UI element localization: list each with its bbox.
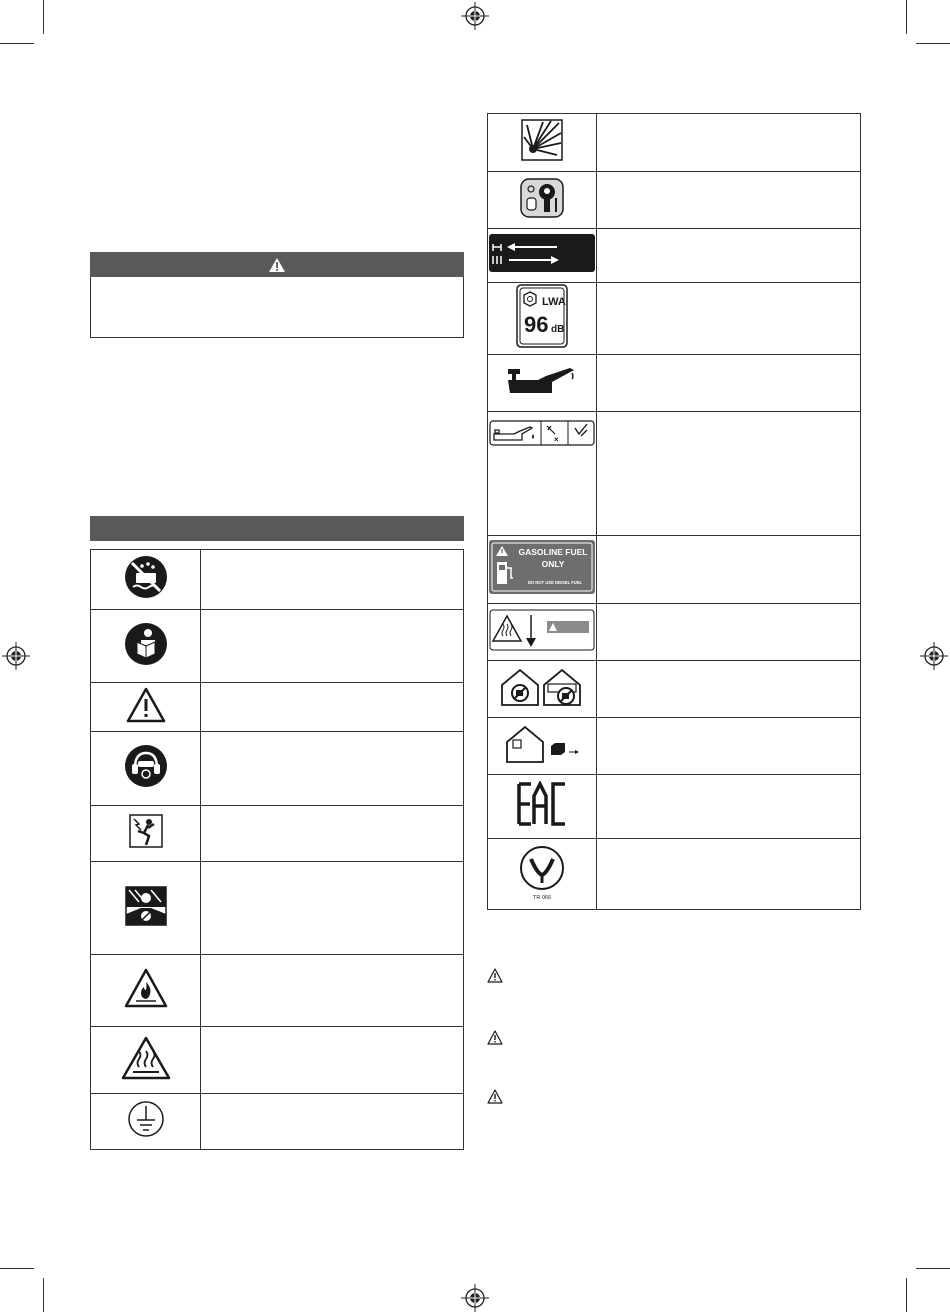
symbol-description: [597, 355, 861, 412]
symbol-cell: [488, 114, 597, 172]
symbol-cell: [91, 1027, 201, 1094]
warning-triangle-icon: [268, 257, 286, 273]
symbol-description: [201, 683, 464, 732]
table-row: [91, 1094, 464, 1150]
symbol-cell: [488, 355, 597, 412]
symbol-cell: [488, 412, 597, 536]
ground-terminal-icon: [126, 1099, 166, 1139]
ukrainian-conformity-icon: [517, 843, 567, 901]
explosion-hazard-icon: [521, 119, 563, 161]
crop-mark: [916, 1268, 950, 1269]
fuel-label-line3: DO NOT USE DIESEL FUEL: [527, 580, 583, 585]
symbol-cell: [488, 172, 597, 229]
tr-code: TR 066: [532, 894, 552, 901]
table-row: [91, 806, 464, 862]
symbol-description: [597, 172, 861, 229]
symbol-description: [597, 114, 861, 172]
symbol-cell: [488, 604, 597, 661]
table-row: [488, 661, 861, 718]
symbol-description: [597, 604, 861, 661]
hot-surface-label-icon: [489, 609, 595, 651]
symbol-description: [597, 661, 861, 718]
crop-mark: [906, 0, 907, 34]
table-row: [488, 283, 861, 355]
section-header-bar: [90, 516, 464, 541]
fire-hazard-icon: [124, 968, 168, 1008]
symbol-cell: [91, 683, 201, 732]
symbol-cell: [91, 550, 201, 610]
eye-ear-protection-icon: [124, 744, 168, 788]
table-row: [488, 839, 861, 910]
symbols-table-left: [90, 549, 464, 1150]
table-row: [488, 355, 861, 412]
table-row: [91, 955, 464, 1027]
table-row: [488, 114, 861, 172]
warning-triangle-icon: [487, 968, 503, 983]
symbol-description: [597, 229, 861, 283]
symbol-description: [597, 718, 861, 775]
symbol-cell: [91, 732, 201, 806]
table-row: [488, 172, 861, 229]
no-indoor-use-icon: [500, 667, 584, 707]
symbol-description: [597, 839, 861, 910]
table-row: [91, 550, 464, 610]
sound-value: 96: [524, 312, 549, 337]
carbon-monoxide-icon: [125, 886, 167, 926]
symbol-cell: [488, 718, 597, 775]
symbol-cell: [488, 661, 597, 718]
table-row: [91, 610, 464, 683]
table-row: [91, 732, 464, 806]
fuel-label-line2: ONLY: [541, 559, 565, 569]
crop-mark: [916, 43, 950, 44]
warning-header: [90, 252, 464, 277]
crop-mark: [906, 1278, 907, 1312]
registration-mark-icon: [920, 642, 948, 670]
sound-power-label-icon: [516, 284, 568, 348]
registration-mark-icon: [2, 642, 30, 670]
symbol-cell: [488, 283, 597, 355]
choke-direction-label-icon: [489, 234, 595, 272]
table-row: [488, 229, 861, 283]
hot-surface-icon: [121, 1036, 171, 1080]
table-row: [488, 536, 861, 604]
table-row: [488, 775, 861, 839]
symbol-cell: [91, 862, 201, 955]
eac-mark-icon: [517, 781, 567, 827]
warning-triangle-icon: [487, 1089, 503, 1104]
symbol-description: [201, 550, 464, 610]
symbol-cell: [91, 955, 201, 1027]
crop-mark: [0, 1268, 34, 1269]
choke-control-icon: [520, 178, 564, 218]
table-row: [488, 412, 861, 536]
table-row: [91, 683, 464, 732]
symbol-cell: [488, 536, 597, 604]
symbol-description: [201, 732, 464, 806]
symbol-cell: [91, 1094, 201, 1150]
symbol-cell: [488, 229, 597, 283]
electric-shock-icon: [128, 813, 164, 849]
symbol-description: [597, 283, 861, 355]
symbol-cell: [488, 839, 597, 910]
oil-can-icon: [506, 365, 578, 397]
symbols-table-right: [487, 113, 861, 910]
crop-mark: [43, 0, 44, 34]
table-row: [488, 604, 861, 661]
svg-text:×: ×: [554, 435, 559, 444]
read-manual-icon: [124, 622, 168, 666]
symbol-cell: [91, 806, 201, 862]
symbol-description: [201, 955, 464, 1027]
safety-alert-icon: [126, 687, 166, 723]
sound-unit: dB: [551, 324, 565, 335]
gasoline-fuel-label-icon: [489, 540, 595, 594]
table-row: [488, 718, 861, 775]
table-row: [91, 862, 464, 955]
lwa-label: LWA: [542, 296, 566, 308]
fuel-label-line1: GASOLINE FUEL: [518, 547, 588, 557]
outdoor-use-only-icon: [503, 724, 581, 764]
oil-check-label-icon: [489, 420, 595, 446]
symbol-description: [201, 1027, 464, 1094]
symbol-cell: [488, 775, 597, 839]
symbol-cell: [91, 610, 201, 683]
registration-mark-icon: [461, 1284, 489, 1312]
symbol-description: [201, 862, 464, 955]
symbol-description: [201, 1094, 464, 1150]
symbol-description: [201, 610, 464, 683]
registration-mark-icon: [461, 2, 489, 30]
no-rain-exposure-icon: [124, 555, 168, 599]
table-row: [91, 1027, 464, 1094]
warning-body: [90, 277, 464, 338]
symbol-description: [597, 412, 861, 536]
crop-mark: [43, 1278, 44, 1312]
crop-mark: [0, 43, 34, 44]
symbol-description: [597, 536, 861, 604]
symbol-description: [201, 806, 464, 862]
symbol-description: [597, 775, 861, 839]
warning-triangle-icon: [487, 1030, 503, 1045]
